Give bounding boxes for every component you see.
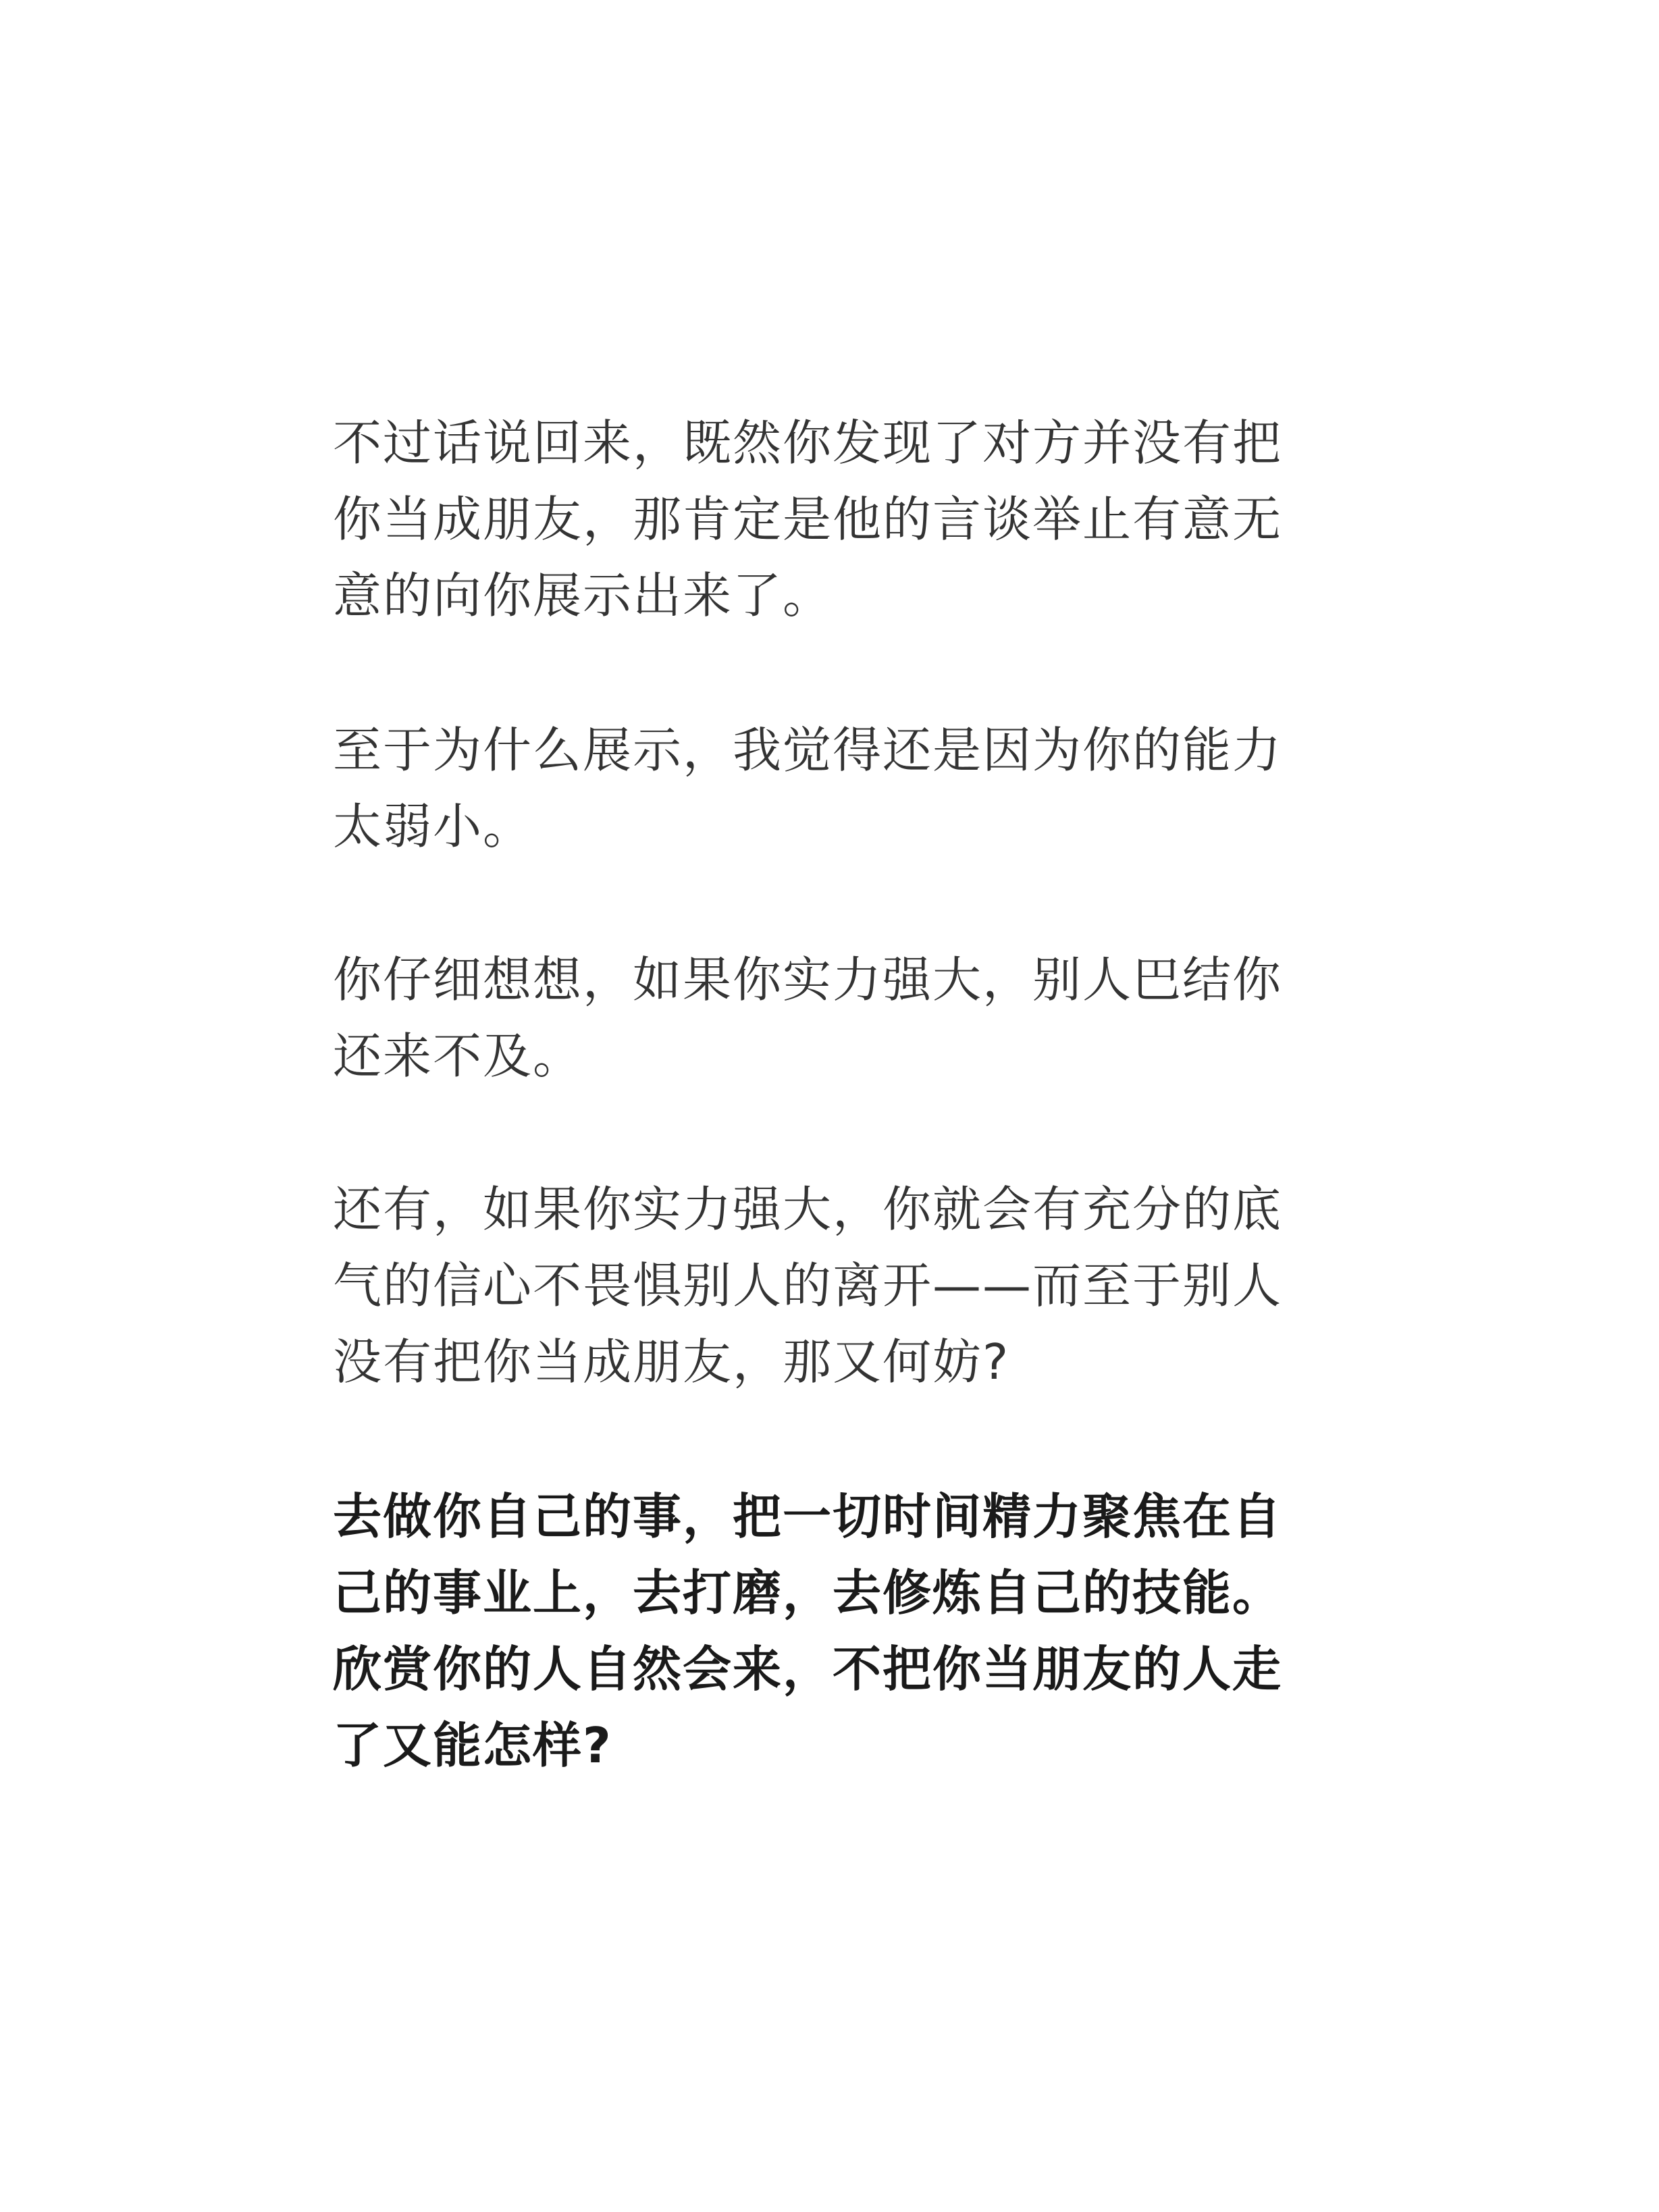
- text-line: 己的事业上，去打磨，去修炼自己的技能。: [333, 1564, 1283, 1621]
- paragraph-5-emphasis: [333, 1479, 1282, 1784]
- text-line: 气的信心不畏惧别人的离开——而至于别人: [333, 1257, 1283, 1314]
- text-line: 太弱小。: [333, 798, 533, 855]
- text-line: 你当成朋友，那肯定是他的言谈举止有意无: [333, 491, 1283, 548]
- text-line: 不过话说回来，既然你发现了对方并没有把: [333, 415, 1283, 471]
- text-line: 你仔细想想，如果你实力强大，别人巴结你: [333, 951, 1283, 1008]
- text-line: 了又能怎样?: [333, 1717, 612, 1774]
- paragraph-1: [333, 405, 1282, 634]
- text-line: 欣赏你的人自然会来，不把你当朋友的人走: [333, 1641, 1283, 1697]
- text-line: 没有把你当成朋友，那又何妨?: [333, 1334, 1010, 1390]
- text-line: 去做你自己的事，把一切时间精力聚焦在自: [333, 1488, 1283, 1545]
- paragraph-2: [333, 712, 1282, 865]
- text-line: 还来不及。: [333, 1028, 583, 1084]
- paragraph-4: [333, 1171, 1282, 1400]
- text-line: 至于为什么展示，我觉得还是因为你的能力: [333, 722, 1283, 779]
- text-line: 还有，如果你实力强大，你就会有充分的底: [333, 1181, 1283, 1238]
- paragraph-3: [333, 942, 1282, 1095]
- text-line: 意的向你展示出来了。: [333, 567, 833, 624]
